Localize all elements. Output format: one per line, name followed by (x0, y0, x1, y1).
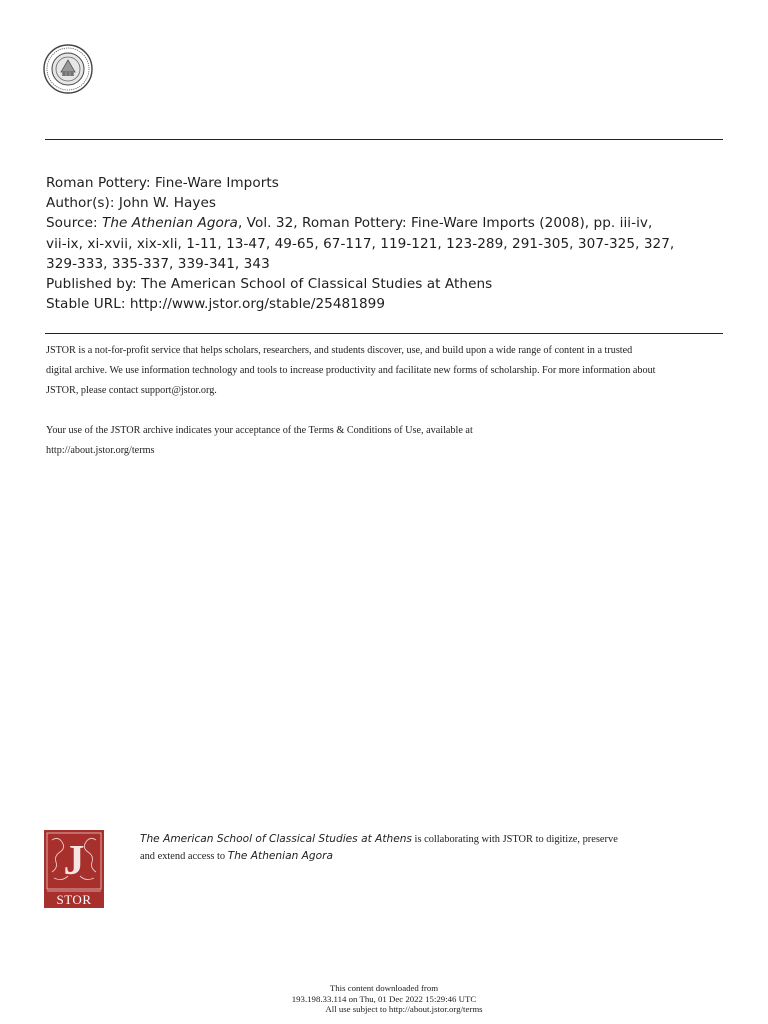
author-name: John W. Hayes (118, 195, 217, 212)
asc-seal-icon (43, 44, 93, 94)
footer-line-2: 193.198.33.114 on Thu, 01 Dec 2022 15:29:46 UTC (291, 993, 477, 1004)
about-line: JSTOR, please contact support@jstor.org. (46, 385, 217, 396)
footer-line-1: This content downloaded from (329, 983, 439, 993)
collab-text-1: is collaborating with JSTOR to digitize, preserve (411, 834, 618, 845)
publisher-name: The American School of Classical Studies at Athens (141, 276, 493, 293)
source-line (46, 213, 724, 233)
collab-text-2: and extend access to (140, 851, 228, 862)
publisher-line (46, 274, 724, 294)
source-pages-line-2: vii-ix, xi-xvii, xix-xli, 1-11, 13-47, 49-65, 67-117, 119-121, 123-289, 291-305, 307-325, 327, (46, 235, 675, 252)
source-label: Source: (46, 215, 98, 232)
top-divider (45, 139, 723, 140)
stable-url-label: Stable URL: (46, 296, 126, 313)
jstor-logo (44, 830, 104, 908)
terms-link[interactable]: http://about.jstor.org/terms (46, 445, 155, 456)
author-line (46, 193, 724, 213)
middle-divider (45, 333, 723, 334)
collab-publisher: The American School of Classical Studies at Athens (140, 833, 412, 845)
terms-paragraph (46, 421, 736, 461)
collab-journal: The Athenian Agora (227, 850, 333, 862)
source-pages-line-3: 329-333, 335-337, 339-341, 343 (46, 255, 270, 272)
source-journal: The Athenian Agora (102, 215, 238, 232)
jstor-about-paragraph (46, 341, 736, 401)
author-label: Author(s): (46, 195, 115, 212)
about-line: JSTOR is a not-for-profit service that helps scholars, researchers, and students discover, use, and build upon a wide range of content in a trusted (46, 345, 633, 356)
collaboration-statement (140, 831, 740, 865)
footer-line-3: All use subject to http://about.jstor.org/terms (325, 1004, 483, 1014)
source-details: , Vol. 32, Roman Pottery: Fine-Ware Imports (2008), pp. iii-iv, (237, 215, 653, 232)
citation-block (46, 173, 724, 314)
jstor-logo-text: STOR (56, 892, 92, 907)
jstor-logo-letter: J (63, 838, 85, 884)
publisher-label: Published by: (46, 276, 137, 293)
stable-url-link[interactable]: http://www.jstor.org/stable/25481899 (129, 296, 386, 313)
terms-line: Your use of the JSTOR archive indicates your acceptance of the Terms & Conditions of Use, available at (46, 425, 473, 436)
about-line: digital archive. We use information technology and tools to increase productivity and facilitate new forms of scholarship. For more information about (46, 365, 656, 376)
collab-line-2 (140, 848, 740, 865)
collab-line-1 (140, 831, 740, 848)
download-footer (0, 983, 768, 1015)
stable-url-line (46, 294, 724, 314)
article-title: Roman Pottery: Fine-Ware Imports (46, 175, 279, 191)
